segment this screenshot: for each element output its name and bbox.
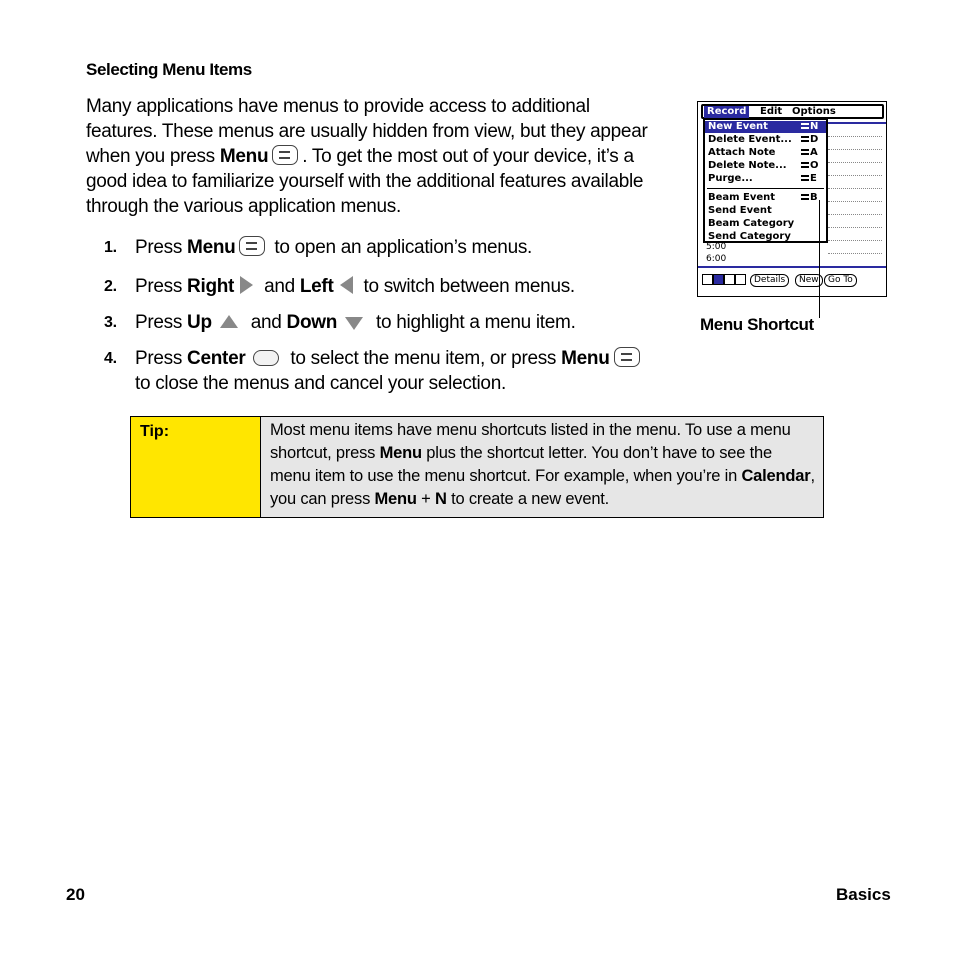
right-arrow-icon <box>240 276 253 294</box>
step-text: to highlight a menu item. <box>371 312 576 333</box>
step-key-name: Right <box>187 276 235 297</box>
callout-line <box>819 200 820 318</box>
menu-item-delete-note[interactable]: Delete Note... O <box>708 160 819 171</box>
step-number: 2. <box>104 278 117 295</box>
week-view-icon[interactable] <box>713 274 724 285</box>
step-key-name: Center <box>187 348 246 369</box>
tip-body: Most menu items have menu shortcuts listed in the menu. To use a menu shortcut, press Menu plus the shortcut letter. You don’t have to see the menu item to use the menu shortcut. For example, when you’re in Calendar, you can press Menu + N to create a new event. <box>261 417 823 517</box>
step-text: Press <box>135 348 188 369</box>
intro-paragraph <box>86 94 664 219</box>
tip-label-cell <box>131 417 261 517</box>
menu-key-icon <box>272 145 298 165</box>
menu-item-send-category[interactable]: Send Category <box>708 231 791 242</box>
step-text: Press <box>135 276 188 297</box>
agenda-view-icon[interactable] <box>735 274 746 285</box>
left-arrow-icon <box>340 276 353 294</box>
menu-word: Menu <box>219 146 269 167</box>
device-screenshot <box>697 101 887 297</box>
menu-bar <box>701 104 884 119</box>
menu-item-beam-event[interactable]: Beam Event B <box>708 192 818 203</box>
new-button[interactable]: New <box>795 274 823 287</box>
intro-text-end: . To get the most out of your device, it’s a good idea to familiarize yourself with the additional features available through the various application menus. <box>86 146 644 217</box>
step-text: to open an application’s menus. <box>269 237 533 258</box>
menu-item-beam-category[interactable]: Beam Category <box>708 218 795 229</box>
menu-item-purge[interactable]: Purge... E <box>708 173 817 184</box>
menu-key-icon <box>239 236 265 256</box>
step-number: 1. <box>104 239 117 256</box>
step-key-name: Down <box>286 312 338 333</box>
tip-box <box>130 416 824 518</box>
section-name: Basics <box>836 885 891 904</box>
details-button[interactable]: Details <box>750 274 789 287</box>
menu-edit[interactable]: Edit <box>760 106 783 117</box>
step-text: to close the menus and cancel your selection. <box>135 373 506 394</box>
down-arrow-icon <box>345 317 363 330</box>
step-number: 3. <box>104 314 117 331</box>
step-key-name: Left <box>299 276 334 297</box>
intro-text: Many applications have menus to provide access to additional features. These menus are usually hidden from view, but they appear when you press <box>86 96 648 167</box>
record-menu <box>703 118 828 243</box>
step-text: Press <box>135 237 188 258</box>
step-text: and <box>259 276 300 297</box>
step-key-name: Up <box>187 312 212 333</box>
figure-caption: Menu Shortcut <box>700 315 814 334</box>
menu-item-send-event[interactable]: Send Event <box>708 205 772 216</box>
day-view-icon[interactable] <box>702 274 713 285</box>
go-to-button[interactable]: Go To <box>824 274 857 287</box>
step-text: to switch between menus. <box>358 276 575 297</box>
step-key-name: Menu <box>561 348 610 369</box>
bottom-toolbar <box>700 274 886 290</box>
tip-label: Tip: <box>140 423 170 440</box>
step-text: Press <box>135 312 188 333</box>
step-text: to select the menu item, or press <box>285 348 562 369</box>
time-slot: 6:00 <box>706 254 727 264</box>
up-arrow-icon <box>220 315 238 328</box>
center-key-icon <box>253 350 279 366</box>
menu-item-attach-note[interactable]: Attach Note A <box>708 147 818 158</box>
menu-options[interactable]: Options <box>792 106 836 117</box>
month-view-icon[interactable] <box>724 274 735 285</box>
menu-record[interactable]: Record <box>704 106 749 118</box>
step-number: 4. <box>104 350 117 367</box>
menu-key-icon <box>614 347 640 367</box>
section-title: Selecting Menu Items <box>86 60 252 79</box>
menu-item-new-event[interactable]: New Event N <box>705 121 826 133</box>
step-key-name: Menu <box>187 237 236 258</box>
menu-item-delete-event[interactable]: Delete Event... D <box>708 134 819 145</box>
page-number: 20 <box>66 885 85 904</box>
time-slot: 5:00 <box>706 242 727 252</box>
step-text: and <box>245 312 287 333</box>
